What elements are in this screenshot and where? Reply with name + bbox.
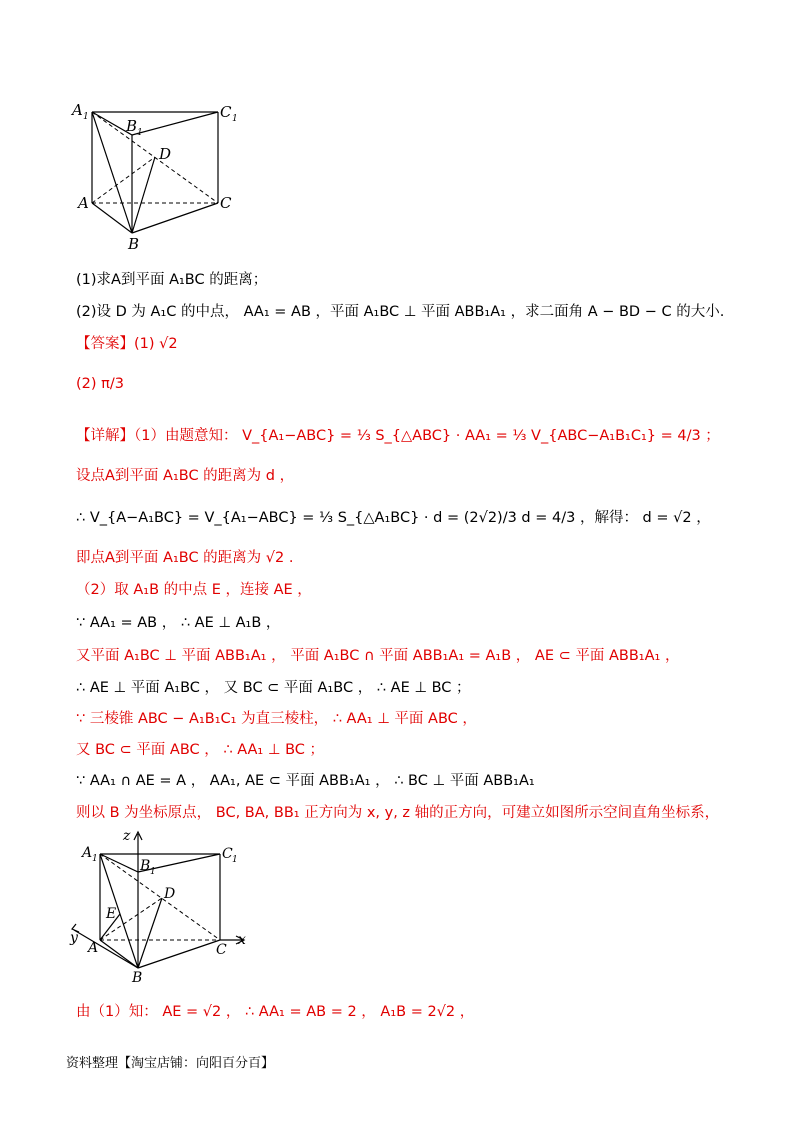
edge-BC	[132, 203, 218, 233]
label-A: A	[88, 940, 99, 956]
label-D: D	[159, 145, 172, 163]
solution-line-5: （2）取 A₁B 的中点 E ，连接 AE ，	[76, 582, 312, 598]
label-A: A	[78, 194, 89, 212]
label-y: y	[70, 930, 78, 946]
answer-line-1	[76, 334, 178, 354]
answer-1: (1) √2	[134, 336, 178, 352]
solution-line-9: ∵ 三棱锥 ABC − A₁B₁C₁ 为直三棱柱， ∴ AA₁ ⊥ 平面 ABC ，	[76, 711, 477, 727]
solution-line-4: 即点A到平面 A₁BC 的距离为 √2 .	[76, 550, 294, 566]
answer-label: 【答案】	[76, 336, 134, 352]
solution-line-12: 则以 B 为坐标原点， BC, BA, BB₁ 正方向为 x, y, z 轴的正方向，可建立如图所示空间直角坐标系，	[76, 805, 720, 821]
solution-line-8: ∴ AE ⊥ 平面 A₁BC ， 又 BC ⊂ 平面 A₁BC ， ∴ AE ⊥ BC ；	[76, 680, 471, 696]
label-D: D	[164, 886, 176, 902]
label-B1: B	[126, 117, 138, 135]
svg-text:1: 1	[232, 114, 238, 124]
edge-B1C1	[132, 112, 218, 135]
label-C: C	[220, 194, 232, 212]
label-A1: A	[82, 845, 93, 861]
label-B1: B	[140, 858, 151, 874]
label-x: x	[238, 932, 246, 948]
question-1: (1)求A到平面 A₁BC 的距离；	[76, 272, 268, 288]
solution-line-7: 又平面 A₁BC ⊥ 平面 ABB₁A₁ ， 平面 A₁BC ∩ 平面 ABB₁A₁ = A₁B ， AE ⊂ 平面 ABB₁A₁ ，	[76, 648, 680, 664]
solution-line-11: ∵ AA₁ ∩ AE = A ， AA₁, AE ⊂ 平面 ABB₁A₁ ， ∴ BC ⊥ 平面 ABB₁A₁	[76, 773, 535, 789]
label-C: C	[216, 942, 227, 958]
solution-line-13: 由（1）知： AE = √2 ， ∴ AA₁ = AB = 2 ， A₁B = 2√2 ，	[76, 1004, 475, 1020]
label-C1: C	[222, 846, 233, 862]
solution-line-3: ∴ V_{A−A₁BC} = V_{A₁−ABC} = ⅓ S_{△A₁BC} · d = (2√2)/3 d = 4/3 ，解得： d = √2 ，	[76, 510, 711, 526]
svg-text:1: 1	[83, 112, 89, 122]
svg-text:1: 1	[232, 855, 238, 865]
edge-BD	[132, 157, 155, 233]
label-z: z	[123, 828, 131, 844]
footer-note: 资料整理【淘宝店铺：向阳百分百】	[66, 1056, 275, 1071]
svg-text:1: 1	[137, 128, 143, 138]
solution-line-10: 又 BC ⊂ 平面 ABC ， ∴ AA₁ ⊥ BC ；	[76, 742, 325, 758]
svg-text:1: 1	[150, 867, 156, 877]
label-B: B	[128, 235, 140, 253]
solution-line-2: 设点A到平面 A₁BC 的距离为 d ，	[76, 468, 295, 484]
answer-2: (2) π/3	[76, 376, 124, 392]
label-C1: C	[220, 103, 232, 121]
label-E: E	[106, 906, 117, 922]
edge-AD	[92, 157, 155, 203]
question-2: (2)设 D 为 A₁C 的中点， AA₁ = AB ，平面 A₁BC ⊥ 平面 ABB₁A₁ ，求二面角 A − BD − C 的大小.	[76, 304, 725, 320]
solution-line-1: 【详解】（1）由题意知： V_{A₁−ABC} = ⅓ S_{△ABC} · AA₁ = ⅓ V_{ABC−A₁B₁C₁} = 4/3 ；	[76, 428, 720, 444]
label-A1: A	[72, 101, 83, 119]
label-B: B	[132, 970, 143, 986]
prism-figure	[70, 95, 250, 255]
svg-text:1: 1	[92, 854, 98, 864]
coordinate-figure	[66, 826, 266, 986]
solution-line-6: ∵ AA₁ = AB ， ∴ AE ⊥ A₁B ，	[76, 615, 281, 631]
edge-AB	[92, 203, 132, 233]
